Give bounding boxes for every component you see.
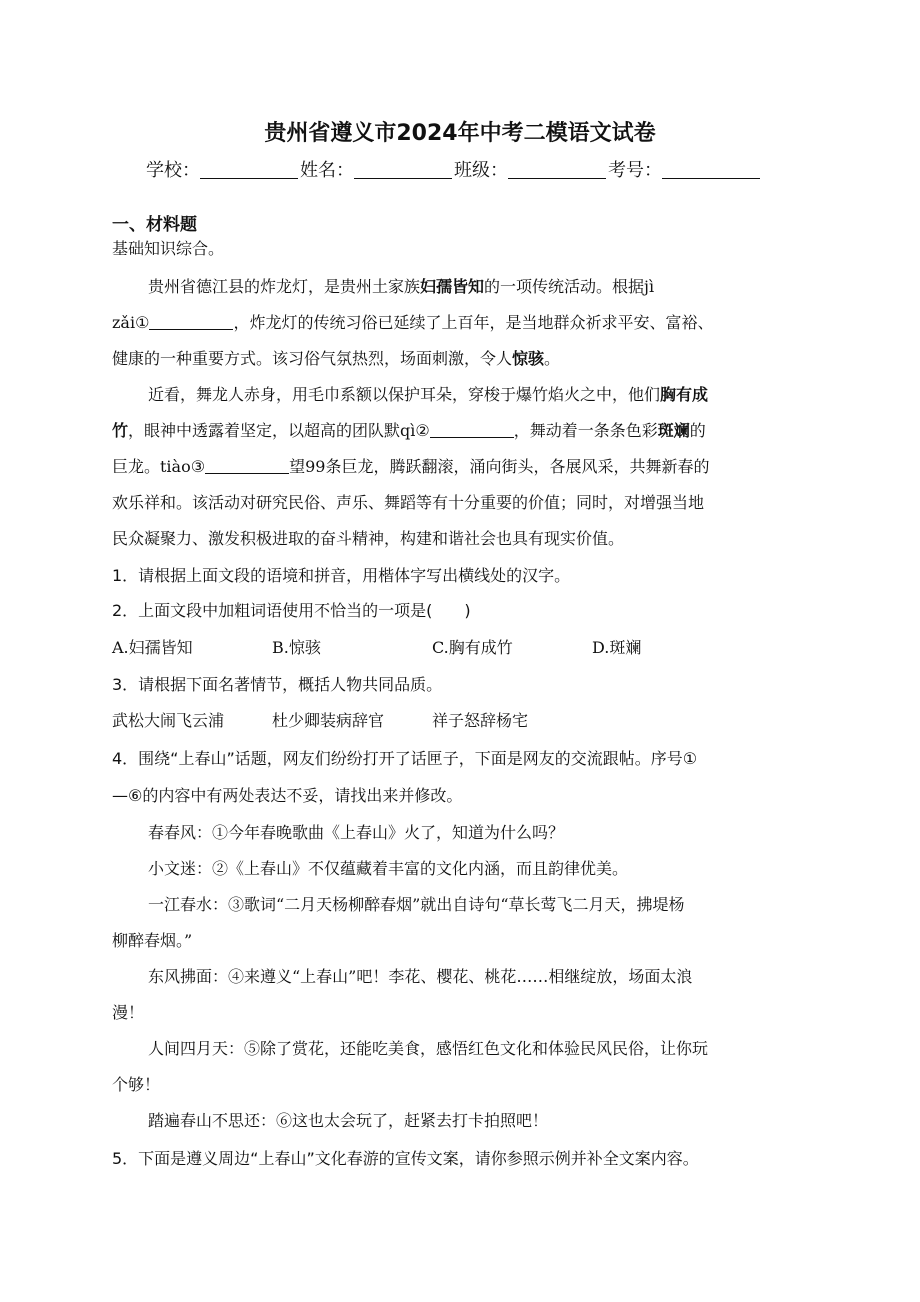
- post-1: 春春风：①今年春晚歌曲《上春山》火了，知道为什么吗？: [148, 823, 565, 842]
- pinyin-jizai: zǎi①: [112, 313, 150, 332]
- plot-item-3: 祥子怒辞杨宅: [432, 711, 529, 730]
- plot-item-2: 杜少卿装病辞官: [272, 711, 385, 730]
- post-6: 踏遍春山不思还：⑥这也太会玩了，赶紧去打卡拍照吧！: [148, 1111, 549, 1130]
- p2-line-1: [148, 382, 708, 405]
- answer-blank-2[interactable]: [430, 421, 514, 438]
- p2-text: ，舞动着一条条色彩: [513, 421, 658, 440]
- question-1: 1．请根据上面文段的语境和拼音，用楷体字写出横线处的汉字。: [112, 566, 571, 585]
- p2-line-4: 欢乐祥和。该活动对研究民俗、声乐、舞蹈等有十分重要的价值；同时，对增强当地: [112, 493, 705, 512]
- post-3-line-2: 柳醉春烟。”: [112, 931, 193, 950]
- bold-term-furu: 妇孺皆知: [420, 277, 485, 296]
- question-4-line-2: —⑥的内容中有两处表达不妥，请找出来并修改。: [112, 786, 463, 805]
- post-5-line-1: 人间四月天：⑤除了赏花，还能吃美食，感悟红色文化和体验民风民俗，让你玩: [148, 1039, 709, 1058]
- option-b[interactable]: B.惊骇: [272, 638, 321, 657]
- option-a[interactable]: A.妇孺皆知: [112, 638, 193, 657]
- section-heading: 一、材料题: [112, 215, 197, 235]
- bold-term-banlan: 斑斓: [657, 421, 690, 440]
- p1-text: 健康的一种重要方式。该习俗气氛热烈，场面刺激，令人: [112, 349, 513, 368]
- pinyin-tiao: 巨龙。tiào③: [112, 457, 206, 476]
- intro-line: 基础知识综合。: [112, 239, 225, 258]
- exam-no-label: 考号：: [608, 160, 662, 181]
- p2-text: ，眼神中透露着坚定，以超高的团队默qì②: [128, 421, 430, 440]
- option-c[interactable]: C.胸有成竹: [432, 638, 513, 657]
- p1-text: 贵州省德江县的炸龙灯，是贵州土家族: [148, 277, 421, 296]
- exam-no-blank[interactable]: [662, 160, 760, 179]
- post-5-line-2: 个够！: [112, 1075, 161, 1094]
- question-4-line-1: 4．围绕“上春山”话题，网友们纷纷打开了话匣子，下面是网友的交流跟帖。序号①: [112, 749, 698, 768]
- p2-line-5: 民众凝聚力、激发积极进取的奋斗精神，构建和谐社会也具有现实价值。: [112, 529, 625, 548]
- post-4-line-2: 漫！: [112, 1003, 145, 1022]
- p1-text: ，炸龙灯的传统习俗已延续了上百年，是当地群众祈求平安、富裕、: [233, 313, 714, 332]
- page-title: 贵州省遵义市2024年中考二模语文试卷: [264, 121, 656, 146]
- plot-item-1: 武松大闹飞云浦: [112, 711, 225, 730]
- p1-line-2: [112, 310, 713, 333]
- p1-text: 的一项传统活动。根据jì: [484, 277, 655, 296]
- p2-line-2: [112, 418, 706, 441]
- p1-text: 。: [544, 349, 561, 368]
- option-d[interactable]: D.斑斓: [592, 638, 642, 657]
- answer-blank-3[interactable]: [205, 457, 289, 474]
- bold-term-xiongyouchengzhu: 胸有成: [660, 385, 709, 404]
- class-label: 班级：: [454, 160, 508, 181]
- p2-text: 望99条巨龙，腾跃翻滚，涌向街头，各展风采，共舞新春的: [289, 457, 710, 476]
- name-blank[interactable]: [354, 160, 452, 179]
- answer-blank-1[interactable]: [149, 313, 233, 330]
- school-blank[interactable]: [200, 160, 298, 179]
- post-3-line-1: 一江春水：③歌词“二月天杨柳醉春烟”就出自诗句“草长莺飞二月天，拂堤杨: [148, 895, 685, 914]
- p2-text: 的: [689, 421, 706, 440]
- p2-text: 近看，舞龙人赤身，用毛巾系额以保护耳朵，穿梭于爆竹焰火之中，他们: [148, 385, 661, 404]
- class-blank[interactable]: [508, 160, 606, 179]
- name-label: 姓名：: [300, 160, 354, 181]
- p1-line-1: [148, 274, 654, 297]
- bold-term-xiongyouchengzhu-end: 竹: [112, 421, 129, 440]
- question-2: 2．上面文段中加粗词语使用不恰当的一项是( ): [112, 601, 471, 620]
- post-4-line-1: 东风拂面：④来遵义“上春山”吧！李花、樱花、桃花……相继绽放，场面太浪: [148, 967, 693, 986]
- p1-line-3: [112, 346, 560, 369]
- question-3: 3．请根据下面名著情节，概括人物共同品质。: [112, 675, 443, 694]
- question-5: 5．下面是遵义周边“上春山”文化春游的宣传文案，请你参照示例并补全文案内容。: [112, 1149, 699, 1168]
- p2-line-3: [112, 454, 709, 477]
- school-label: 学校：: [146, 160, 200, 181]
- post-2: 小文迷：②《上春山》不仅蕴藏着丰富的文化内涵，而且韵律优美。: [148, 859, 629, 878]
- student-info-row: [146, 156, 762, 182]
- bold-term-jinghai: 惊骇: [512, 349, 545, 368]
